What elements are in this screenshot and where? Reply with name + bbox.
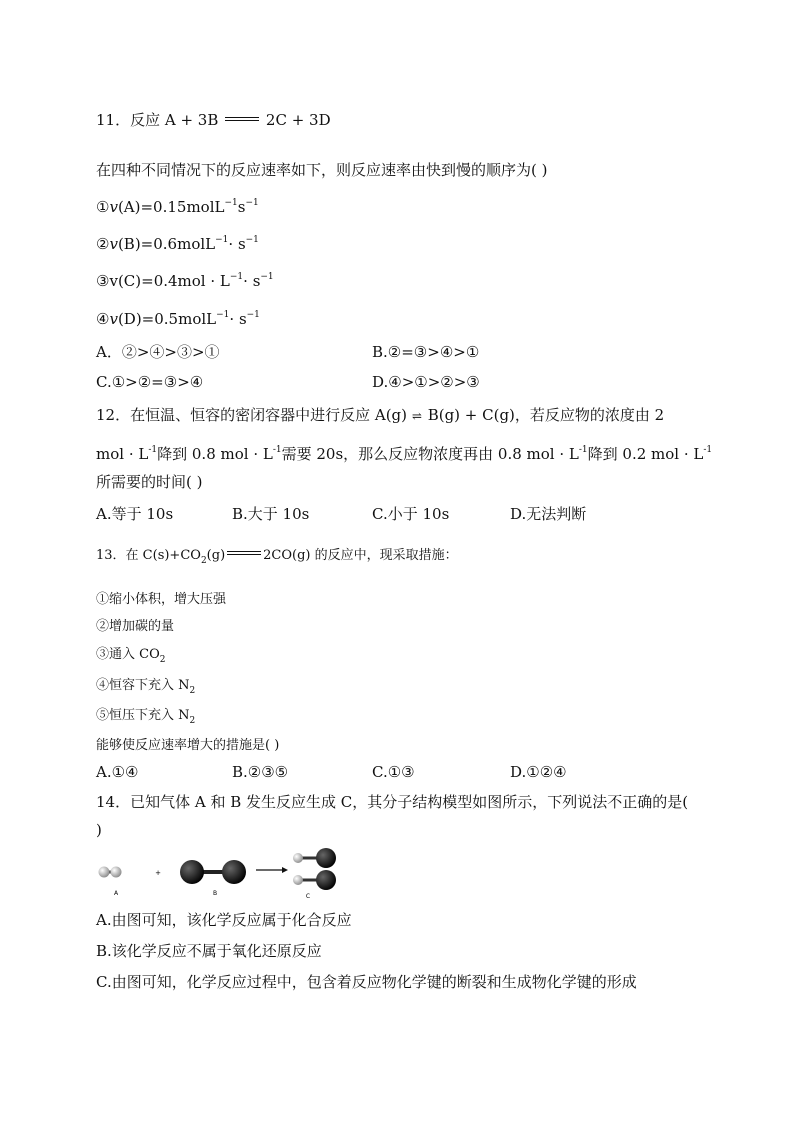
- reaction-arrow-icon: [256, 867, 288, 873]
- q11-item-4: ④v(D)=0.5molL$^{-1}$· $s^{-1}$: [96, 310, 260, 328]
- q12-option-c: C.小于 10s: [372, 505, 450, 523]
- molecule-c-bottom: [293, 870, 336, 890]
- q11-item-1: $①v(A)=0.15molL^{-1}s^{-1}$: [96, 198, 259, 216]
- q13-item-5: ⑤恒压下充入 $N_2$: [96, 708, 196, 726]
- q13-option-b: B.②③⑤: [232, 763, 289, 781]
- q13-stem: 能够使反应速率增大的措施是( ): [96, 738, 280, 753]
- q12-line-1: 12．在恒温、恒容的密闭容器中进行反应 A(g) ⇌ B(g) + C(g)，若反应物的浓度由 2: [96, 406, 665, 424]
- molecule-b: [180, 860, 246, 884]
- q13-item-3: ③通入 $CO_2$: [96, 647, 166, 665]
- q13-item-4: ④恒容下充入 $N_2$: [96, 678, 196, 696]
- equilibrium-sign: [225, 117, 259, 121]
- molecule-c-label: C: [305, 893, 311, 900]
- q11-item-2: ②v(B)=0.6molL$^{-1}$· $s^{-1}$: [96, 235, 259, 253]
- q14-option-c: C.由图可知，化学反应过程中，包含着反应物化学键的断裂和生成物化学键的形成: [96, 973, 637, 991]
- q14-line-2: ): [96, 821, 102, 839]
- molecule-c-top: [293, 848, 336, 868]
- q12-line-3: 所需要的时间( ): [96, 473, 203, 491]
- molecule-a: [99, 867, 122, 878]
- q12-option-b: B.大于 10s: [232, 505, 310, 523]
- q13-option-c: C.①③: [372, 763, 415, 781]
- q12-line-2: mol · $L^{-1}$降到 0.8 mol · $L^{-1}$需要 20s，那么反应物浓度再由 0.8 mol · $L^{-1}$降到 0.2 mol · $L^{-1}$: [96, 445, 713, 463]
- q11-option-d: D.④>①>②>③: [372, 373, 480, 391]
- q13-option-a: A.①④: [96, 763, 139, 781]
- q11-item-3: ③v(C)=0.4mol · $L^{-1}\cdot s^{-1}$: [96, 272, 274, 290]
- equilibrium-sign: [227, 551, 261, 555]
- q12-option-a: A.等于 10s: [96, 505, 174, 523]
- q13-option-d: D.①②④: [510, 763, 567, 781]
- q14-line-1: 14．已知气体 A 和 B 发生反应生成 C，其分子结构模型如图所示，下列说法不正确的是(: [96, 793, 689, 811]
- q11-title: 11．反应 A + 3B 2C + 3D: [96, 111, 331, 129]
- q11-option-a: A．②>④>③>①: [96, 343, 220, 361]
- reversible-arrow-icon: ⇌: [407, 409, 428, 423]
- q13-item-1: ①缩小体积，增大压强: [96, 592, 227, 607]
- q13-item-2: ②增加碳的量: [96, 619, 175, 634]
- q14-option-a: A.由图可知，该化学反应属于化合反应: [96, 911, 352, 929]
- q11-option-b: B.②=③>④>①: [372, 343, 480, 361]
- q11-option-c: C.①>②=③>④: [96, 373, 204, 391]
- molecule-a-label: A: [113, 890, 119, 897]
- molecule-b-label: B: [212, 890, 218, 897]
- q14-option-b: B.该化学反应不属于氧化还原反应: [96, 942, 322, 960]
- q12-option-d: D.无法判断: [510, 505, 587, 523]
- molecule-model-figure: [96, 846, 356, 902]
- plus-sign: +: [155, 869, 161, 877]
- q13-title: 13．在 $C(s)+CO_2(g)$ 2CO(g) 的反应中，现采取措施：: [96, 548, 458, 566]
- q11-stem: 在四种不同情况下的反应速率如下，则反应速率由快到慢的顺序为( ): [96, 161, 548, 179]
